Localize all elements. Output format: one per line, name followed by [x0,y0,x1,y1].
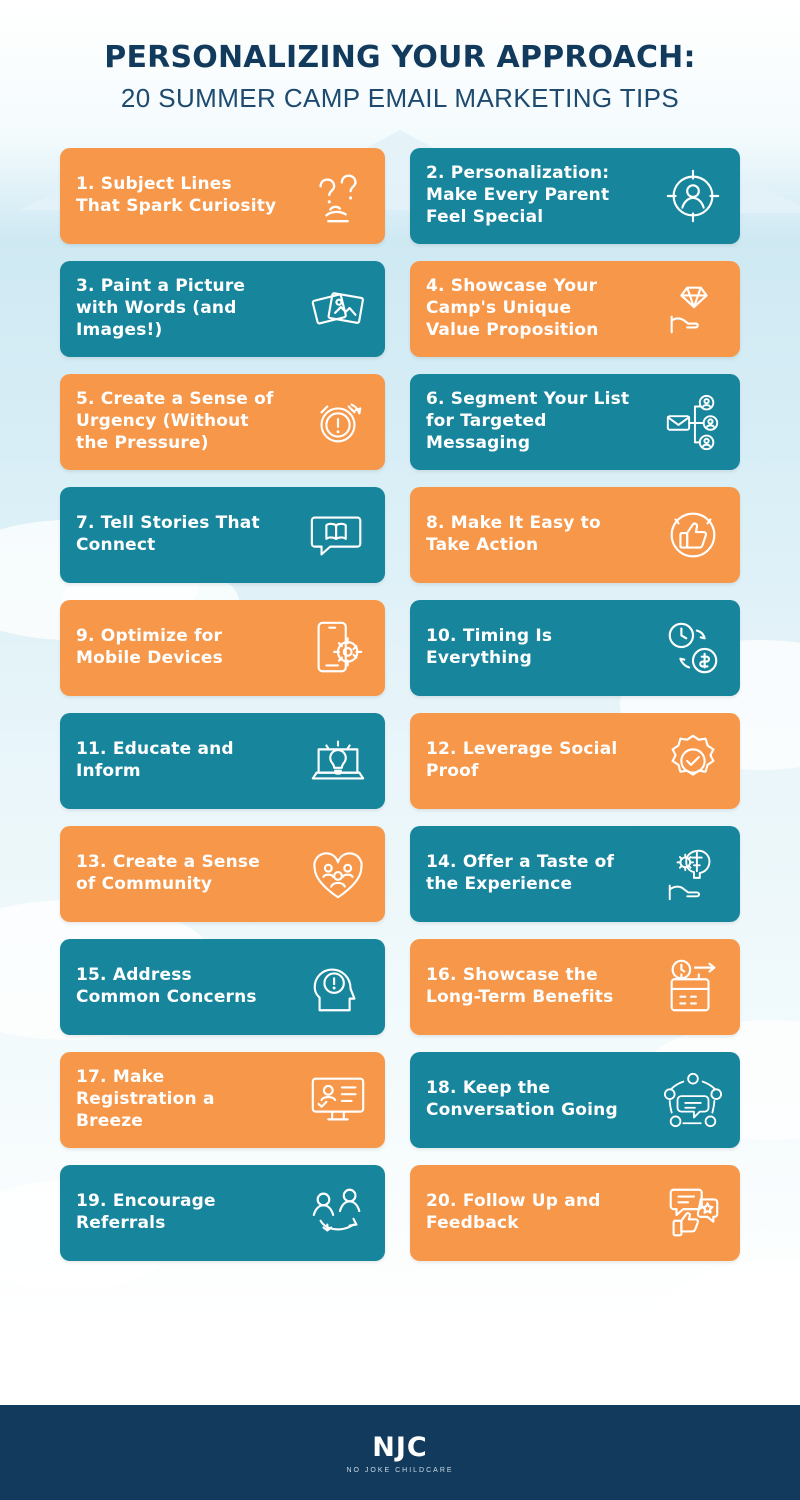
header [0,0,800,130]
question-marks-icon [307,165,369,227]
tip-card-15[interactable] [60,939,385,1035]
tip-card-5[interactable] [60,374,385,470]
book-speech-icon [307,504,369,566]
tip-label: 18. Keep the Conversation Going [426,1078,618,1121]
tip-label: 8. Make It Easy to Take Action [426,513,601,556]
tip-card-8[interactable] [410,487,740,583]
tip-card-11[interactable] [60,713,385,809]
tip-card-9[interactable] [60,600,385,696]
tip-label: 15. Address Common Concerns [76,965,257,1008]
page-title: PERSONALIZING YOUR APPROACH: [104,40,696,75]
tip-card-13[interactable] [60,826,385,922]
tip-label: 7. Tell Stories That Connect [76,513,260,556]
tip-label: 9. Optimize for Mobile Devices [76,626,223,669]
cloud-shape-7 [660,1260,800,1380]
tip-label: 11. Educate and Inform [76,739,234,782]
footer [0,1405,800,1500]
tip-card-2[interactable] [410,148,740,244]
tips-grid [60,148,740,1261]
tip-label: 20. Follow Up and Feedback [426,1191,601,1234]
tip-label: 4. Showcase Your Camp's Unique Value Proposition [426,276,599,340]
chat-network-icon [662,1069,724,1131]
tip-card-7[interactable] [60,487,385,583]
hand-diamond-icon [662,278,724,340]
laptop-bulb-icon [307,730,369,792]
calendar-clock-icon [662,956,724,1018]
tip-card-20[interactable] [410,1165,740,1261]
tip-label: 19. Encourage Referrals [76,1191,216,1234]
clock-coin-icon [662,617,724,679]
page-subtitle: 20 SUMMER CAMP EMAIL MARKETING TIPS [120,82,680,113]
person-target-icon [662,165,724,227]
tip-label: 14. Offer a Taste of the Experience [426,852,615,895]
tip-label: 12. Leverage Social Proof [426,739,618,782]
heart-people-icon [307,843,369,905]
tip-label: 10. Timing Is Everything [426,626,553,669]
envelope-contacts-icon [662,391,724,453]
tip-label: 13. Create a Sense of Community [76,852,260,895]
logo [372,1432,427,1463]
thumbs-up-circle-icon [662,504,724,566]
tip-card-19[interactable] [60,1165,385,1261]
tip-card-4[interactable] [410,261,740,357]
badge-check-icon [662,730,724,792]
tip-label: 2. Personalization: Make Every Parent Feel Special [426,163,610,227]
photos-icon [307,278,369,340]
tip-label: 16. Showcase the Long-Term Benefits [426,965,614,1008]
logo-tagline: NO JOKE CHILDCARE [346,1466,454,1474]
head-alert-icon [307,956,369,1018]
tip-label: 1. Subject Lines That Spark Curiosity [76,174,277,217]
tip-card-3[interactable] [60,261,385,357]
tip-card-16[interactable] [410,939,740,1035]
tip-card-6[interactable] [410,374,740,470]
tip-card-14[interactable] [410,826,740,922]
tip-label: 5. Create a Sense of Urgency (Without the Pressure) [76,389,274,453]
referral-people-icon [307,1182,369,1244]
tip-label: 3. Paint a Picture with Words (and Images!) [76,276,246,340]
logo-initials: NJC [372,1431,428,1463]
tip-card-18[interactable] [410,1052,740,1148]
tip-card-1[interactable] [60,148,385,244]
hand-brain-gear-icon [662,843,724,905]
monitor-form-icon [307,1069,369,1131]
alarm-clock-icon [307,391,369,453]
tip-card-12[interactable] [410,713,740,809]
tip-label: 6. Segment Your List for Targeted Messaging [426,389,630,453]
tip-card-17[interactable] [60,1052,385,1148]
mobile-gear-icon [307,617,369,679]
tip-label: 17. Make Registration a Breeze [76,1067,215,1131]
feedback-star-icon [662,1182,724,1244]
tip-card-10[interactable] [410,600,740,696]
